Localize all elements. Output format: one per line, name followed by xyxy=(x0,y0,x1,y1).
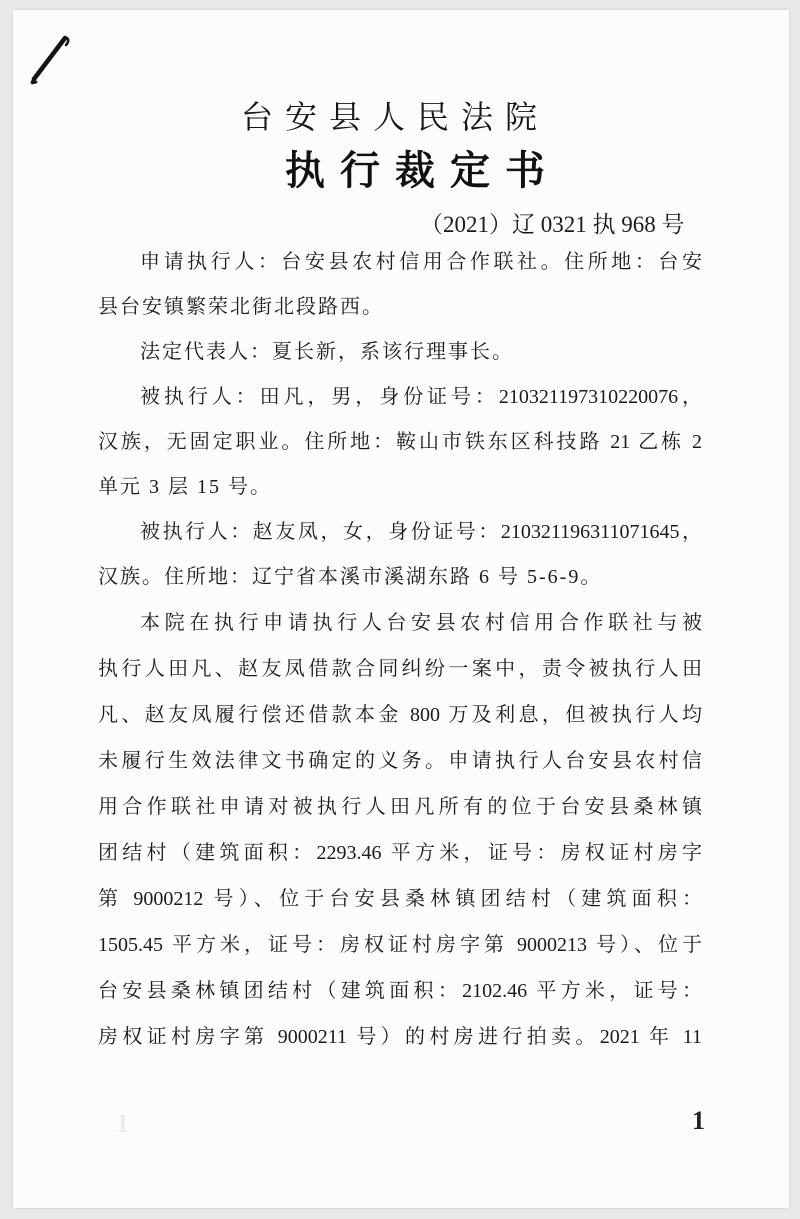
body-line: 本院在执行申请执行人台安县农村信用合作联社与被 xyxy=(140,612,702,634)
document-type-title: 执行裁定书 xyxy=(285,148,560,193)
body-line: 被执行人：田凡，男，身份证号：210321197310220076， xyxy=(140,386,702,408)
body-line: 1505.45 平方米，证号：房权证村房字第 9000213 号）、位于 xyxy=(98,934,702,956)
body-line: 台安县桑林镇团结村（建筑面积：2102.46 平方米，证号： xyxy=(98,980,702,1002)
court-name-title: 台安县人民法院 xyxy=(241,99,550,135)
body-line: 汉族。住所地：辽宁省本溪市溪湖东路 6 号 5-6-9。 xyxy=(98,566,603,588)
document-body xyxy=(98,240,702,1060)
body-line: 法定代表人：夏长新，系该行理事长。 xyxy=(140,341,514,363)
body-line: 申请执行人：台安县农村信用合作联社。住所地：台安 xyxy=(140,251,702,273)
body-line: 汉族，无固定职业。住所地：鞍山市铁东区科技路 21 乙栋 2 xyxy=(98,431,702,453)
handwritten-pen-stroke-mark xyxy=(29,34,75,86)
body-line: 第 9000212 号）、位于台安县桑林镇团结村（建筑面积： xyxy=(98,888,702,910)
body-line: 房权证村房字第 9000211 号）的村房进行拍卖。2021 年 11 xyxy=(98,1026,702,1048)
body-line: 团结村（建筑面积：2293.46 平方米，证号：房权证村房字 xyxy=(98,842,702,864)
page-number: 1 xyxy=(692,1106,705,1135)
body-line: 未履行生效法律文书确定的义务。申请执行人台安县农村信 xyxy=(98,750,702,772)
document-page xyxy=(13,10,789,1208)
case-number: （2021）辽 0321 执 968 号 xyxy=(420,212,685,237)
body-line: 被执行人：赵友凤，女，身份证号：210321196311071645， xyxy=(140,521,702,543)
ghost-page-number-bleedthrough: 1 xyxy=(116,1109,129,1138)
body-line: 县台安镇繁荣北街北段路西。 xyxy=(98,296,384,318)
body-line: 用合作联社申请对被执行人田凡所有的位于台安县桑林镇 xyxy=(98,796,702,818)
body-line: 执行人田凡、赵友凤借款合同纠纷一案中，责令被执行人田 xyxy=(98,658,702,680)
body-line: 单元 3 层 15 号。 xyxy=(98,476,272,498)
body-line: 凡、赵友凤履行偿还借款本金 800 万及利息，但被执行人均 xyxy=(98,704,702,726)
